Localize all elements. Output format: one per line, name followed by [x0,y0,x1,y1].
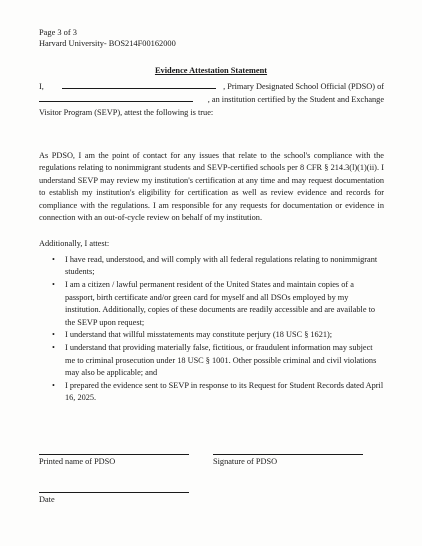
document-title: Evidence Attestation Statement [154,66,268,75]
attestation-intro [39,80,384,119]
page-header [39,27,176,49]
bullet-icon: • [52,280,55,290]
page-number: Page 3 of 3 [39,28,77,37]
bullet-icon: • [52,343,55,353]
intro-pronoun: I, [39,82,44,91]
bullet-icon: • [52,255,55,264]
list-item: • I am a citizen / lawful permanent resident of the United States and maintain copies of a passport, birth certificate and/or green card for myself and all DSOs employed by my institution. Additionally, copies of these documents are readily accessible and are available to the SEVP upon request; [52,280,376,327]
date-line[interactable] [39,492,189,493]
printed-name-line[interactable] [39,454,189,455]
attestation-list [52,254,384,405]
intro-line-1 [39,80,384,93]
list-item: • I prepared the evidence sent to SEVP in response to its Request for Student Records dated April 16, 2025. [52,381,384,403]
list-item: • I understand that willful misstatements may constitute perjury (18 USC § 1621); [52,329,384,341]
printed-name-label: Printed name of PDSO [39,457,116,466]
attest-intro: Additionally, I attest: [39,239,110,248]
list-item: • I have read, understood, and will comply with all federal regulations relating to nonimmigrant students; [52,255,378,277]
bullet-icon: • [52,330,55,340]
institution-name-blank[interactable] [39,93,193,102]
intro-line-3: Visitor Program (SEVP), attest the following is true: [39,107,214,117]
signature-label: Signature of PDSO [213,457,278,466]
list-item: • I understand that providing materially false, fictitious, or fraudulent information may subject me to criminal prosecution under 18 USC § 1001. Other possible criminal and civil violations may also be applicable; and [52,343,377,378]
intro-line-2-text: , an institution certified by the Student and Exchange [207,95,384,105]
intro-line-1-text: , Primary Designated School Official (PDSO) of [223,82,384,91]
document-reference: Harvard University- BOS214F00162000 [39,39,176,48]
signature-line[interactable] [213,454,363,455]
intro-line-2 [39,93,384,106]
date-label: Date [39,495,55,504]
pdso-responsibility-paragraph: As PDSO, I am the point of contact for any issues that relate to the school's compliance with the regulations relating to nonimmigrant students and SEVP-certified schools per 8 CFR § 214.3(l)(1)(ii). I understand SEVP may review my institution's certification at any time and may request documentation to establish my institution's eligibility for certification as well as review evidence and records for compliance with the regulations. I am responsible for any requests for documentation or evidence in connection with an out-of-cycle review on behalf of my institution. [39,151,384,223]
pdso-name-blank[interactable] [62,80,216,89]
bullet-icon: • [52,381,55,391]
